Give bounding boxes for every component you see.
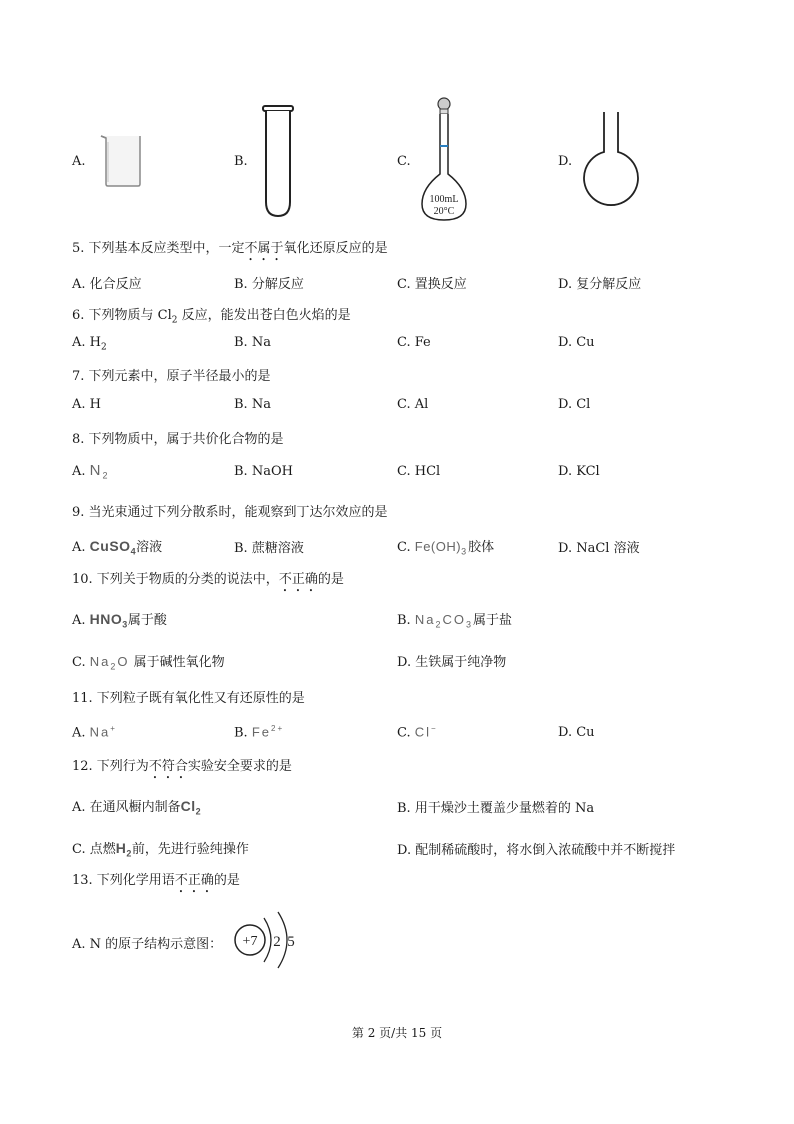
question-11: 11. 下列粒子既有氧化性又有还原性的是 bbox=[72, 691, 305, 706]
q9-option-b: B. 蔗糖溶液 bbox=[234, 541, 304, 556]
q5-emphasis: 不属于 bbox=[244, 241, 284, 256]
q4-option-a-label: A. bbox=[72, 154, 86, 169]
q10-option-c bbox=[72, 651, 225, 672]
q5-option-a: A. 化合反应 bbox=[72, 277, 142, 292]
q10-option-b bbox=[397, 609, 512, 630]
q5-option-d: D. 复分解反应 bbox=[558, 277, 642, 292]
q5-text-post: 氧化还原反应的是 bbox=[283, 241, 388, 256]
q12-emphasis: 不符合 bbox=[148, 759, 188, 774]
q9-option-d: D. NaCl 溶液 bbox=[558, 541, 640, 556]
flask-label-temp: 20°C bbox=[433, 206, 455, 217]
q11-option-b-formula: Fe bbox=[251, 724, 271, 740]
q10-option-b-post: 属于盐 bbox=[472, 613, 512, 628]
q11-option-a bbox=[72, 724, 117, 740]
beaker-icon bbox=[98, 132, 146, 188]
nucleus-charge: +7 bbox=[242, 934, 258, 949]
question-8: 8. 下列物质中，属于共价化合物的是 bbox=[72, 432, 284, 447]
q10-option-b-sub2: 3 bbox=[465, 619, 473, 630]
q10-option-a bbox=[72, 609, 167, 630]
q12-option-c-text: C. 点燃 bbox=[72, 842, 116, 857]
q12-text-pre: 12. 下列行为 bbox=[72, 759, 149, 774]
q11-option-a-label: A. bbox=[72, 725, 86, 741]
q9-option-a-sub: 4 bbox=[130, 546, 137, 557]
q6-text-pre: 6. 下列物质与 Cl bbox=[72, 308, 172, 323]
q9-option-c bbox=[397, 536, 494, 557]
q13-text-post: 的是 bbox=[213, 873, 240, 888]
q9-option-c-label: C. bbox=[397, 540, 411, 555]
q10-option-b-sub: 2 bbox=[435, 619, 443, 630]
q10-option-b-formula2: CO bbox=[442, 612, 466, 627]
q6-text-post: 反应，能发出苍白色火焰的是 bbox=[177, 308, 351, 323]
question-13 bbox=[72, 869, 240, 896]
q6-option-d: D. Cu bbox=[558, 335, 595, 350]
q12-option-a-formula: Cl bbox=[180, 798, 196, 814]
q4-option-c-label: C. bbox=[397, 154, 411, 169]
q6-sub: 2 bbox=[171, 315, 178, 326]
question-12 bbox=[72, 755, 292, 782]
q9-option-c-post: 胶体 bbox=[468, 540, 495, 555]
q7-option-c: C. Al bbox=[397, 397, 429, 412]
q13-emphasis: 不正确 bbox=[174, 873, 214, 888]
q7-option-d: D. Cl bbox=[558, 397, 591, 412]
q10-option-c-formula: Na bbox=[89, 654, 111, 669]
q9-option-a-post: 溶液 bbox=[136, 540, 163, 555]
q8-option-a-label: A. bbox=[72, 464, 86, 479]
q12-option-a-text: A. 在通风橱内制备 bbox=[72, 800, 181, 815]
q11-option-d: D. Cu bbox=[558, 725, 595, 740]
q11-option-c-sup: − bbox=[431, 724, 438, 733]
q6-option-a-sub: 2 bbox=[101, 342, 107, 353]
test-tube-icon bbox=[260, 104, 296, 220]
q12-text-post: 实验安全要求的是 bbox=[187, 759, 292, 774]
q10-option-b-label: B. bbox=[397, 613, 411, 628]
q6-option-b: B. Na bbox=[234, 335, 271, 350]
q8-option-a bbox=[72, 462, 110, 481]
shell-2-electrons: 5 bbox=[287, 934, 295, 950]
q9-option-a-formula: CuSO bbox=[89, 538, 131, 554]
q11-option-b-sup: 2+ bbox=[271, 724, 285, 733]
q10-option-a-label: A. bbox=[72, 613, 86, 628]
q7-option-a: A. H bbox=[72, 397, 101, 412]
q10-option-c-formula2: O bbox=[117, 654, 130, 669]
q12-option-c-sub: 2 bbox=[126, 848, 132, 859]
question-7: 7. 下列元素中，原子半径最小的是 bbox=[72, 369, 271, 384]
q11-option-c-formula: Cl bbox=[414, 724, 432, 740]
atomic-structure-diagram bbox=[226, 904, 306, 976]
q11-option-c-label: C. bbox=[397, 725, 411, 741]
q7-option-b: B. Na bbox=[234, 397, 271, 412]
q8-option-a-formula: N bbox=[89, 462, 103, 479]
q11-option-b-label: B. bbox=[234, 725, 248, 741]
q9-option-a-label: A. bbox=[72, 540, 86, 555]
q10-option-c-post: 属于碱性氧化物 bbox=[133, 655, 225, 670]
q11-option-b bbox=[234, 724, 284, 740]
q12-option-c bbox=[72, 838, 249, 859]
q5-option-b: B. 分解反应 bbox=[234, 277, 304, 292]
q6-option-a bbox=[72, 335, 107, 353]
q10-option-a-sub: 3 bbox=[122, 619, 128, 630]
q9-option-c-sub: 3 bbox=[461, 546, 469, 557]
q6-option-a-text: A. H bbox=[72, 335, 101, 350]
q12-option-d: D. 配制稀硫酸时，将水倒入浓硫酸中并不断搅拌 bbox=[397, 843, 676, 858]
q6-option-c: C. Fe bbox=[397, 335, 431, 350]
q4-option-d-label: D. bbox=[558, 154, 573, 169]
q12-option-c-post: 前，先进行验纯操作 bbox=[131, 842, 249, 857]
volumetric-flask-icon bbox=[418, 96, 470, 224]
q10-option-a-formula: HNO bbox=[89, 611, 123, 627]
q13-option-a: A. N 的原子结构示意图： bbox=[72, 937, 223, 952]
q12-option-a-sub: 2 bbox=[195, 806, 202, 817]
q12-option-c-formula: H bbox=[115, 840, 127, 856]
q8-option-d: D. KCl bbox=[558, 464, 600, 479]
q13-text-pre: 13. 下列化学用语 bbox=[72, 873, 175, 888]
question-10 bbox=[72, 568, 344, 595]
page-footer: 第 2 页/共 15 页 bbox=[351, 1026, 443, 1040]
q11-option-a-formula: Na bbox=[89, 724, 111, 740]
q10-option-c-sub: 2 bbox=[110, 661, 118, 672]
q10-option-c-label: C. bbox=[72, 655, 86, 670]
q11-option-a-sup: + bbox=[110, 724, 117, 733]
q8-option-c: C. HCl bbox=[397, 464, 441, 479]
q10-option-b-formula: Na bbox=[414, 612, 436, 627]
q10-text-post: 的是 bbox=[317, 572, 344, 587]
q8-option-a-sub: 2 bbox=[102, 470, 110, 481]
q10-text-pre: 10. 下列关于物质的分类的说法中， bbox=[72, 572, 279, 587]
shell-1-electrons: 2 bbox=[273, 934, 281, 950]
flask-label-volume: 100mL bbox=[429, 194, 459, 205]
q12-option-a bbox=[72, 796, 201, 817]
round-bottom-flask-icon bbox=[580, 110, 642, 210]
question-6 bbox=[72, 304, 351, 326]
q10-option-d: D. 生铁属于纯净物 bbox=[397, 655, 507, 670]
q10-option-a-post: 属于酸 bbox=[127, 613, 167, 628]
q5-text-pre: 5. 下列基本反应类型中，一定 bbox=[72, 241, 245, 256]
q12-option-b: B. 用干燥沙土覆盖少量燃着的 Na bbox=[397, 801, 595, 816]
q10-emphasis: 不正确 bbox=[278, 572, 318, 587]
q5-option-c: C. 置换反应 bbox=[397, 277, 467, 292]
question-9: 9. 当光束通过下列分散系时，能观察到丁达尔效应的是 bbox=[72, 505, 388, 520]
q8-option-b: B. NaOH bbox=[234, 464, 293, 479]
q4-option-b-label: B. bbox=[234, 154, 248, 169]
q9-option-a bbox=[72, 536, 162, 557]
q11-option-c bbox=[397, 724, 438, 740]
question-5 bbox=[72, 237, 388, 264]
q9-option-c-formula: Fe(OH) bbox=[414, 539, 462, 554]
